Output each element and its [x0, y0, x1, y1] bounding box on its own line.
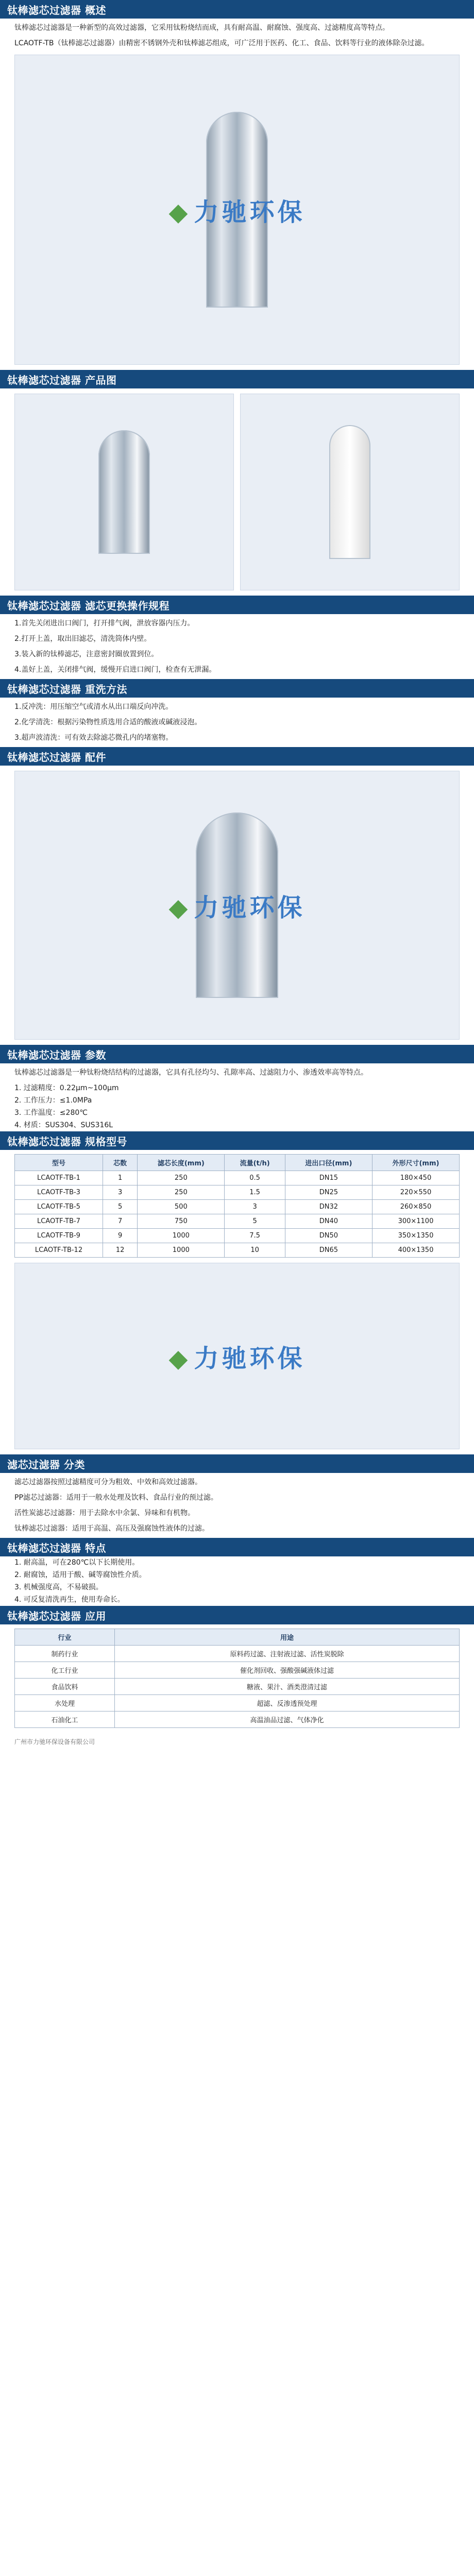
table-cell: 500 [138, 1200, 225, 1214]
table-header: 型号 [15, 1155, 103, 1171]
section-title: 钛棒滤芯过滤器 配件 [7, 751, 106, 764]
table-cell: 220×550 [372, 1185, 459, 1200]
wash-paragraph: 3.超声波清洗：可有效去除滤芯微孔内的堵塞物。 [14, 734, 173, 742]
ops-paragraph: 3.装入新的钛棒滤芯，注意密封圈放置到位。 [14, 650, 159, 658]
params-item: 3. 工作温度：≤280℃ [14, 1109, 88, 1117]
section-header [0, 1606, 474, 1624]
table-cell: 食品饮料 [15, 1679, 115, 1695]
section-title: 钛棒滤芯过滤器 重洗方法 [7, 683, 127, 696]
section-title: 钛棒滤芯过滤器 概述 [7, 4, 106, 16]
table-cell: DN25 [285, 1185, 372, 1200]
section-header [0, 1131, 474, 1150]
advantage-item: 1. 耐高温，可在280℃以下长期使用。 [14, 1558, 140, 1567]
logo [169, 192, 306, 228]
overview-paragraph: LCAOTF-TB（钛棒滤芯过滤器）由精密不锈钢外壳和钛棒滤芯组成，可广泛用于医药、化工、食品、饮料等行业的液体除杂过滤。 [14, 39, 429, 47]
table-cell: DN50 [285, 1229, 372, 1243]
advantage-item: 4. 可反复清洗再生，使用寿命长。 [14, 1596, 125, 1604]
table-cell: 原料药过滤、注射液过滤、活性炭脱除 [114, 1646, 459, 1662]
section-header [0, 747, 474, 766]
product-image [240, 394, 460, 590]
table-row [15, 1200, 460, 1214]
logo [169, 888, 306, 923]
wash-paragraph: 1.反冲洗：用压缩空气或清水从出口端反向冲洗。 [14, 703, 173, 711]
table-row [15, 1695, 460, 1711]
table-cell: LCAOTF-TB-1 [15, 1171, 103, 1185]
table-row [15, 1229, 460, 1243]
table-cell: DN32 [285, 1200, 372, 1214]
table-cell: LCAOTF-TB-3 [15, 1185, 103, 1200]
table-cell: 12 [103, 1243, 137, 1258]
table-cell: LCAOTF-TB-12 [15, 1243, 103, 1258]
table-cell: 750 [138, 1214, 225, 1229]
category-paragraph: 钛棒滤芯过滤器：适用于高温、高压及强腐蚀性液体的过滤。 [14, 1524, 209, 1533]
section-header [0, 1045, 474, 1063]
ops-paragraph: 2.打开上盖，取出旧滤芯，清洗筒体内壁。 [14, 635, 151, 643]
section-title: 钛棒滤芯过滤器 产品图 [7, 374, 117, 386]
logo-mark-icon: ◆ [168, 197, 191, 227]
logo [169, 1338, 306, 1374]
table-cell: 1.5 [225, 1185, 285, 1200]
params-item: 4. 材质：SUS304、SUS316L [14, 1121, 113, 1129]
table-cell: 300×1100 [372, 1214, 459, 1229]
table-cell: DN15 [285, 1171, 372, 1185]
table-cell: 水处理 [15, 1695, 115, 1711]
section-header [0, 0, 474, 19]
app-table [14, 1629, 460, 1728]
section-title: 滤芯过滤器 分类 [7, 1458, 85, 1471]
section-header [0, 1454, 474, 1473]
product-image [14, 394, 234, 590]
section-title: 钛棒滤芯过滤器 规格型号 [7, 1135, 127, 1148]
table-cell: 1 [103, 1171, 137, 1185]
advantage-list [0, 1556, 474, 1606]
table-row [15, 1646, 460, 1662]
category-paragraph: 活性炭滤芯过滤器：用于去除水中余氯、异味和有机物。 [14, 1509, 195, 1517]
table-cell: 7 [103, 1214, 137, 1229]
params-list [0, 1082, 474, 1131]
table-cell: 3 [225, 1200, 285, 1214]
table-header: 芯数 [103, 1155, 137, 1171]
table-header: 进出口径(mm) [285, 1155, 372, 1171]
table-cell: 超滤、反渗透预处理 [114, 1695, 459, 1711]
overview-paragraph: 钛棒滤芯过滤器是一种新型的高效过滤器，它采用钛粉烧结而成，具有耐高温、耐腐蚀、强度高、过滤精度高等特点。 [14, 24, 390, 32]
params-item: 2. 工作压力：≤1.0MPa [14, 1096, 92, 1105]
logo-text: 力驰环保 [194, 1344, 306, 1373]
table-cell: DN40 [285, 1214, 372, 1229]
params-paragraph: 钛棒滤芯过滤器是一种钛粉烧结结构的过滤器，它具有孔径均匀、孔隙率高、过滤阻力小、渗透效率高等特点。 [14, 1069, 368, 1077]
table-row [15, 1171, 460, 1185]
table-cell: 5 [103, 1200, 137, 1214]
params-item: 1. 过滤精度：0.22μm~100μm [14, 1084, 119, 1092]
product-image [14, 55, 460, 365]
table-cell: 制药行业 [15, 1646, 115, 1662]
model-image [14, 1263, 460, 1449]
filter-housing [98, 430, 150, 554]
section-header [0, 679, 474, 698]
section-title: 钛棒滤芯过滤器 滤芯更换操作规程 [7, 599, 170, 612]
table-cell: LCAOTF-TB-9 [15, 1229, 103, 1243]
logo-text: 力驰环保 [194, 893, 306, 922]
advantage-item: 2. 耐腐蚀，适用于酸、碱等腐蚀性介质。 [14, 1571, 146, 1579]
image-row [0, 394, 474, 590]
table-row [15, 1243, 460, 1258]
filter-element [329, 425, 370, 559]
footer: 广州市力驰环保设备有限公司 [14, 1738, 95, 1745]
table-cell: 10 [225, 1243, 285, 1258]
section-title: 钛棒滤芯过滤器 特点 [7, 1541, 106, 1554]
table-cell: DN65 [285, 1243, 372, 1258]
parts-image [14, 771, 460, 1040]
table-cell: 9 [103, 1229, 137, 1243]
table-cell: 350×1350 [372, 1229, 459, 1243]
section-header [0, 370, 474, 388]
logo-mark-icon: ◆ [168, 1344, 191, 1373]
table-cell: 250 [138, 1171, 225, 1185]
logo-text: 力驰环保 [194, 197, 306, 227]
section-title: 钛棒滤芯过滤器 参数 [7, 1048, 106, 1061]
wash-paragraph: 2.化学清洗：根据污染物性质选用合适的酸液或碱液浸泡。 [14, 718, 202, 726]
table-cell: 高温油品过滤、气体净化 [114, 1711, 459, 1728]
table-cell: 石油化工 [15, 1711, 115, 1728]
table-cell: 400×1350 [372, 1243, 459, 1258]
category-paragraph: PP滤芯过滤器：适用于一般水处理及饮料、食品行业的预过滤。 [14, 1494, 218, 1502]
table-cell: LCAOTF-TB-5 [15, 1200, 103, 1214]
table-cell: 7.5 [225, 1229, 285, 1243]
advantage-item: 3. 机械强度高，不易破损。 [14, 1583, 103, 1591]
section-header [0, 1538, 474, 1556]
section-header [0, 596, 474, 614]
table-header: 行业 [15, 1629, 115, 1646]
category-paragraph: 滤芯过滤器按照过滤精度可分为粗效、中效和高效过滤器。 [14, 1478, 202, 1486]
table-row [15, 1185, 460, 1200]
table-row [15, 1214, 460, 1229]
table-row [15, 1662, 460, 1679]
table-header: 流量(t/h) [225, 1155, 285, 1171]
table-cell: 5 [225, 1214, 285, 1229]
table-header: 用途 [114, 1629, 459, 1646]
table-header: 滤芯长度(mm) [138, 1155, 225, 1171]
table-cell: 3 [103, 1185, 137, 1200]
table-row [15, 1711, 460, 1728]
table-header: 外形尺寸(mm) [372, 1155, 459, 1171]
table-cell: 1000 [138, 1243, 225, 1258]
table-cell: 250 [138, 1185, 225, 1200]
table-cell: LCAOTF-TB-7 [15, 1214, 103, 1229]
table-cell: 化工行业 [15, 1662, 115, 1679]
table-cell: 1000 [138, 1229, 225, 1243]
table-cell: 0.5 [225, 1171, 285, 1185]
table-cell: 催化剂回收、强酸强碱液体过滤 [114, 1662, 459, 1679]
ops-paragraph: 4.盖好上盖，关闭排气阀，缓慢开启进口阀门，检查有无泄漏。 [14, 666, 216, 674]
ops-paragraph: 1.首先关闭进出口阀门，打开排气阀，泄放容器内压力。 [14, 619, 195, 628]
table-cell: 180×450 [372, 1171, 459, 1185]
section-title: 钛棒滤芯过滤器 应用 [7, 1609, 106, 1622]
table-cell: 糖液、果汁、酒类澄清过滤 [114, 1679, 459, 1695]
logo-mark-icon: ◆ [168, 893, 191, 922]
table-cell: 260×850 [372, 1200, 459, 1214]
table-row [15, 1679, 460, 1695]
model-table [14, 1154, 460, 1258]
